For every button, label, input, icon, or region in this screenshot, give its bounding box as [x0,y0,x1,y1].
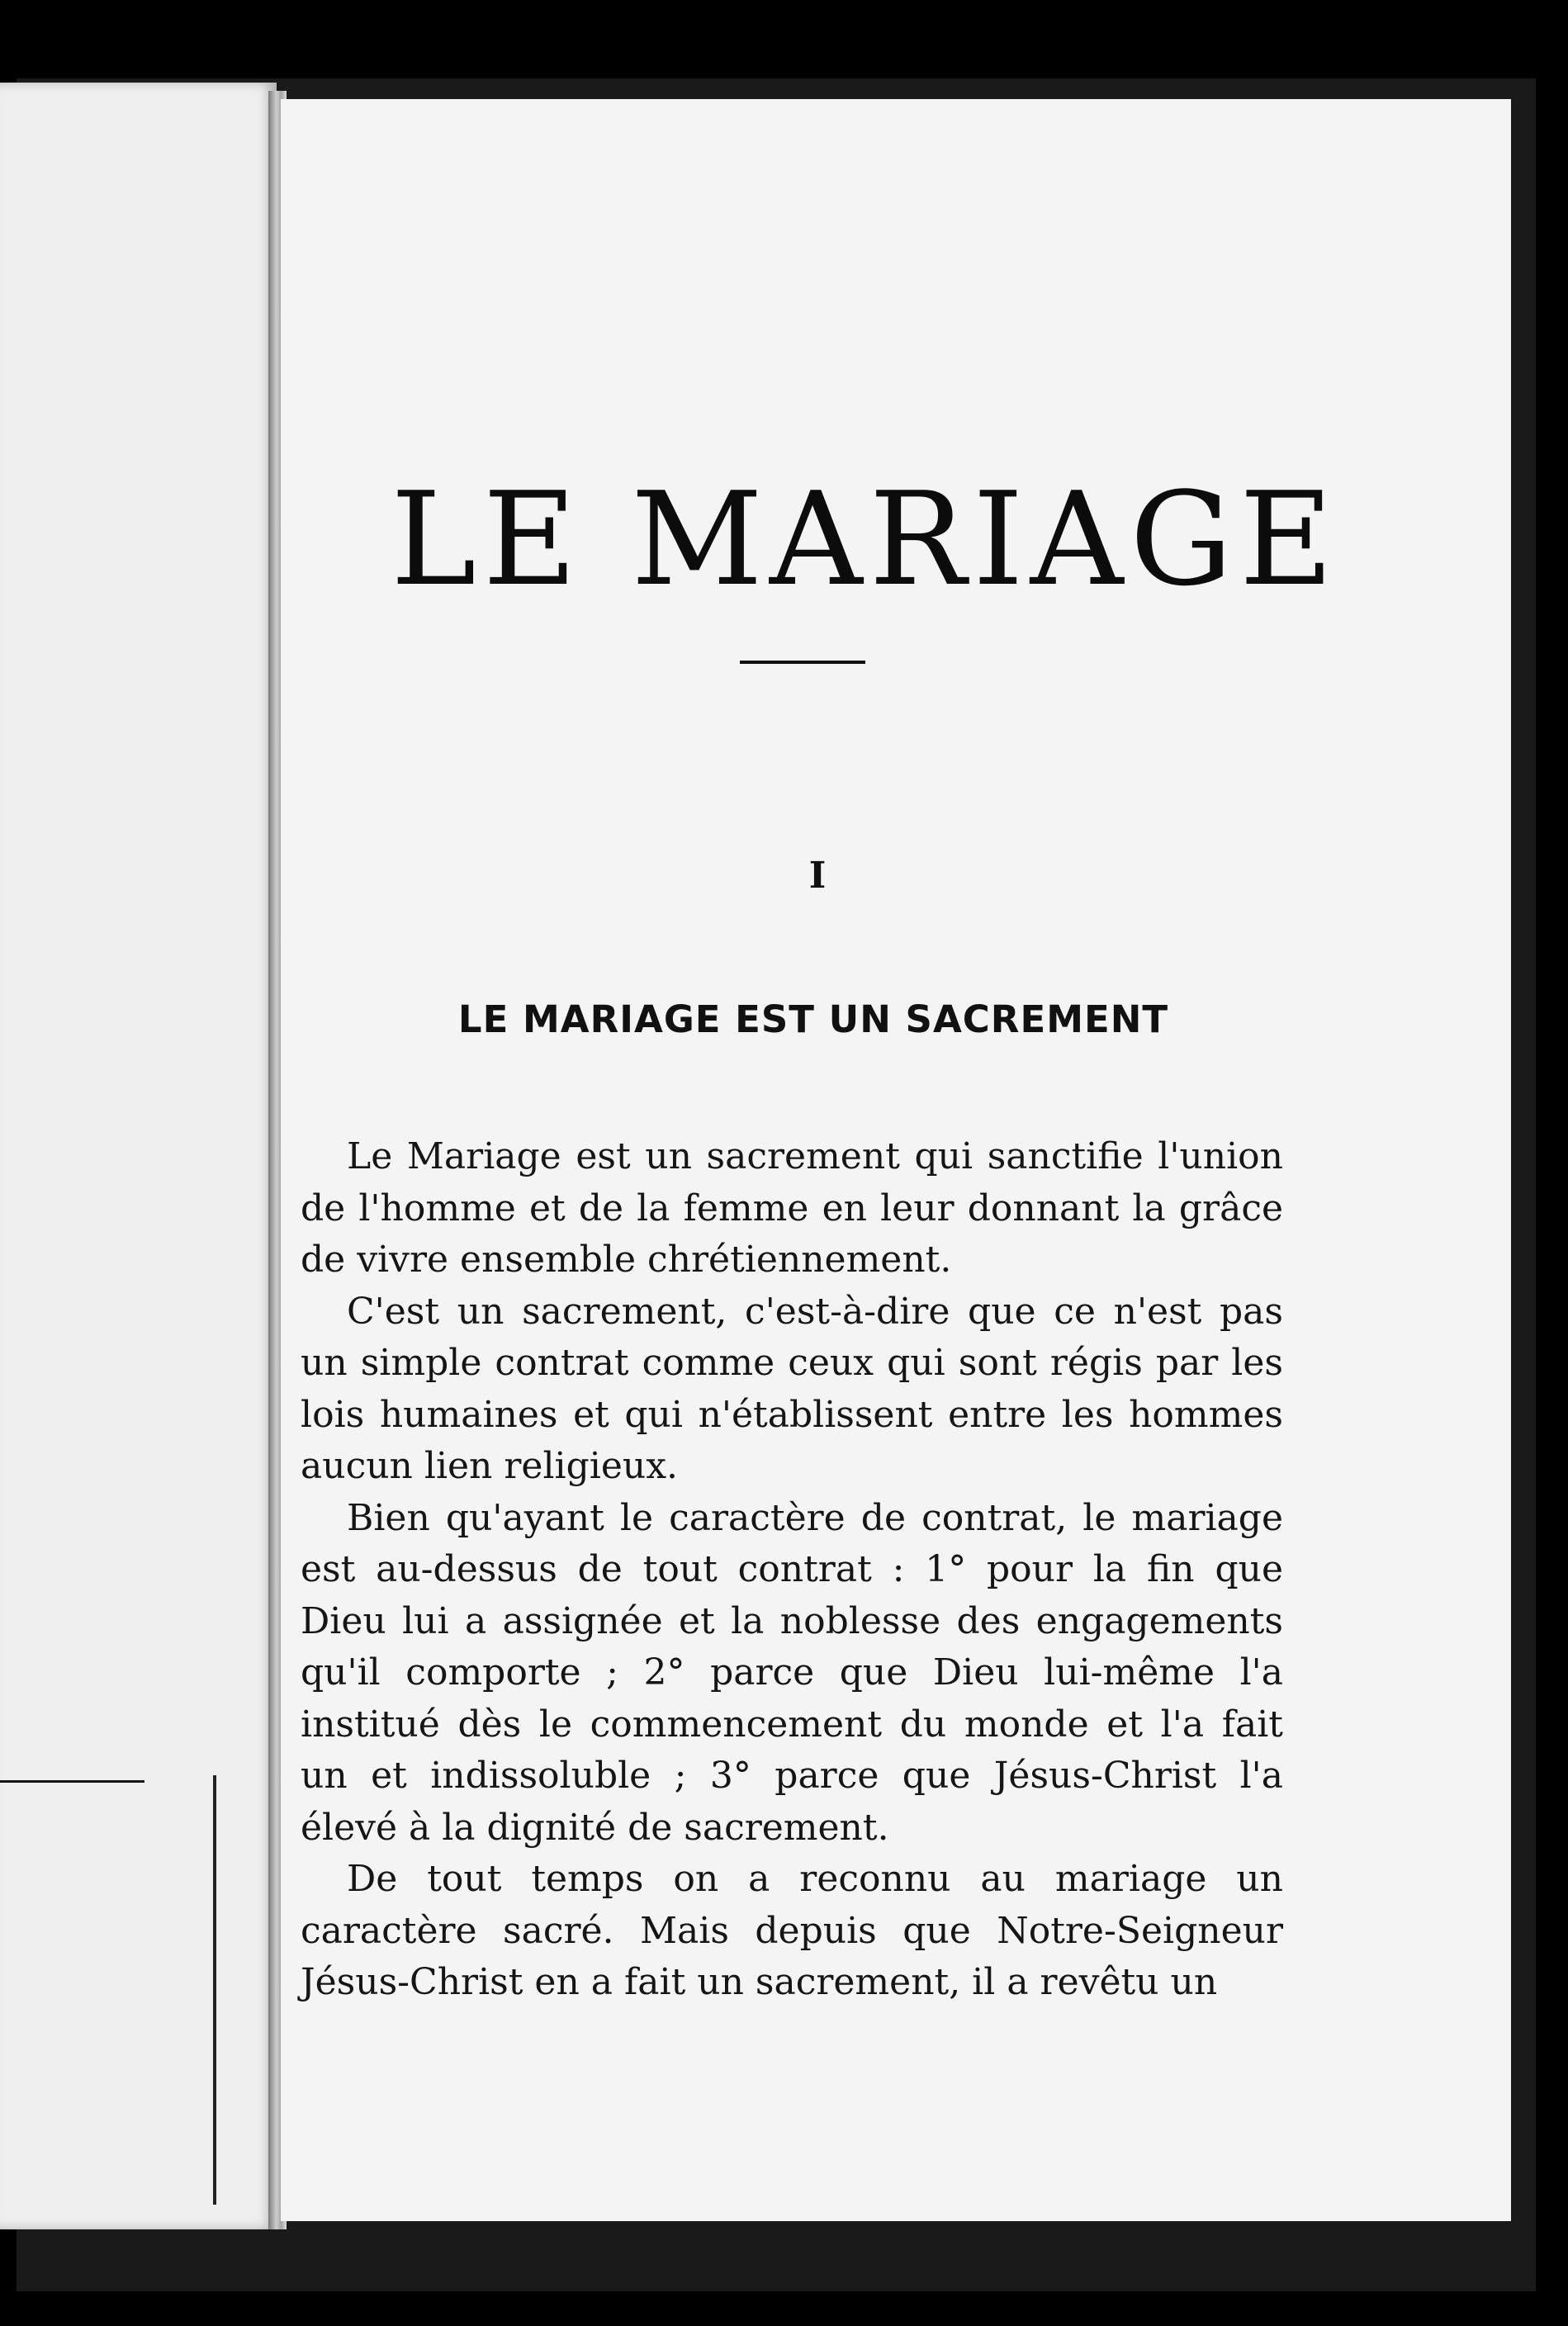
chapter-number: I [808,855,827,897]
title-rule [740,661,865,664]
paragraph: De tout temps on a reconnu au mariage un caractère sacré. Mais depuis que Notre-Seigneur Jésus-Christ en a fait un sacrement, il a revêtu un [301,1858,1283,2003]
body-text [301,1131,1283,2009]
paragraph: C'est un sacrement, c'est-à-dire que ce n'est pas un simple contrat comme ceux qui sont régis par les lois humaines et qui n'établissent entre les hommes aucun lien religieux. [301,1290,1283,1487]
left-page-rule [0,1780,144,1783]
paragraph: Le Mariage est un sacrement qui sanctifie l'union de l'homme et de la femme en leur donnant la grâce de vivre ensemble chrétiennement. [301,1135,1283,1281]
chapter-title: LE MARIAGE EST UN SACREMENT [457,997,1169,1041]
left-page [0,83,277,2229]
paragraph: Bien qu'ayant le caractère de contrat, le mariage est au-dessus de tout contrat : 1° pour la fin que Dieu lui a assignée et la noblesse des engagements qu'il comporte ; 2° parce que Dieu lui-même l'a institué dès le commencement du monde et l'a fait un et indissoluble ; 3° parce que Jésus-Christ l'a élevé à la dignité de sacrement. [301,1496,1283,1849]
right-page [281,99,1511,2221]
page-title: LE MARIAGE [391,464,1340,614]
binding-edge [213,1775,216,2205]
